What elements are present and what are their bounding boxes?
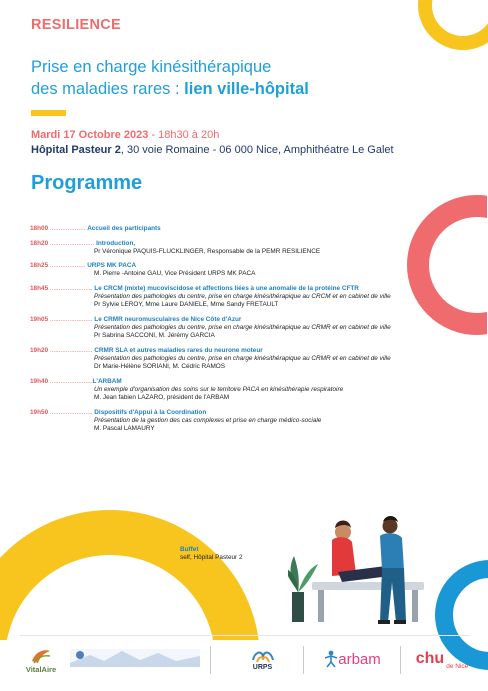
item-dots: ........................ — [48, 377, 93, 385]
item-time: 18h45 — [30, 284, 49, 292]
programme-list — [30, 225, 430, 439]
buffet-title: Buffet — [180, 546, 199, 553]
item-title: Dispositifs d'Appui à la Coordination — [94, 408, 207, 416]
page-title — [31, 56, 309, 100]
urps-logo — [225, 640, 300, 678]
item-title: Le CRMR neuromusculaires de Nice Côte d'Azur — [94, 315, 242, 323]
programme-item — [30, 378, 430, 403]
item-speaker: M. Jean fabien LAZARO, président de l'ARBAM — [94, 394, 230, 402]
event-date: Mardi 17 Octobre 2023 — [31, 129, 149, 141]
urps-logo-text: URPS — [252, 663, 273, 671]
item-speaker: M. Pierre -Antoine GAU, Vice Président URPS MK PACA — [94, 270, 256, 278]
item-dots: ........................ — [48, 315, 95, 323]
item-title: URPS MK PACA — [87, 262, 137, 270]
item-description: Présentation des pathologies du centre, prise en charge kinésithérapique au CRMR et en cabinet de ville — [94, 324, 391, 332]
vitalaire-logo-text: VitalAire — [25, 664, 57, 674]
physiotherapy-illustration — [288, 510, 433, 628]
item-title: Introduction, — [96, 239, 136, 247]
item-speaker: Pr Véronique PAQUIS-FLUCKLINGER, Responsable de la PEMR RESILIENCE — [94, 247, 321, 255]
department-banner-graphic — [70, 647, 200, 669]
buffet-location: self, Hôpital Pasteur 2 — [180, 554, 243, 562]
item-speaker: Pr Sylvie LEROY, Mme Laure DANIELE, Mme Sandy FRETAULT — [94, 301, 279, 309]
decor-yellow-arc-top-right — [418, 0, 488, 50]
item-description: Présentation des pathologies du centre, prise en charge kinésithérapique au CRMR et en cabinet de ville — [94, 354, 391, 362]
programme-item — [30, 409, 430, 434]
item-time: 19h20 — [30, 346, 49, 354]
title-line-2-bold: lien ville-hôpital — [184, 80, 309, 98]
title-underline-bar — [31, 110, 66, 116]
brand-title: RESILIENCE — [31, 17, 122, 33]
item-title: Accueil des participants — [87, 225, 161, 232]
title-line-2 — [31, 78, 309, 100]
item-description: Présentation de la gestion des cas complexes et prise en charge médico-sociale — [94, 416, 322, 424]
arbam-figure-icon — [324, 650, 338, 668]
item-title: CRMR SLA et autres maladies rares du neurone moteur — [94, 346, 263, 354]
title-line-1: Prise en charge kinésithérapique — [31, 58, 272, 76]
item-time: 19h40 — [30, 377, 49, 385]
item-dots: ........................ — [48, 408, 95, 416]
event-venue-name: Hôpital Pasteur 2 — [31, 144, 121, 156]
item-dots: .................... — [48, 262, 88, 270]
item-description: Un exemple d'organisation des soins sur le territoire PACA en kinésithérapie respiratoire — [94, 385, 344, 393]
item-dots: ........................ — [48, 284, 95, 292]
urps-hands-icon — [251, 648, 275, 664]
item-time: 18h25 — [30, 262, 49, 270]
department-banner-logo — [70, 646, 200, 670]
programme-item — [30, 225, 430, 233]
treatment-table — [312, 582, 424, 622]
chu-logo-text: chu — [415, 650, 445, 667]
item-speaker: Dr Marie-Hélène SORIANI, M. Cédric RAMOS — [94, 363, 226, 371]
item-description: Présentation des pathologies du centre, prise en charge kinésithérapique au CRCM et en cabinet de ville — [94, 293, 391, 301]
item-title: L'ARBAM — [92, 377, 122, 385]
item-speaker: M. Pascal LAMAURY — [94, 424, 155, 432]
item-time: 18h20 — [30, 239, 49, 247]
footer-divider — [20, 635, 470, 636]
event-date-line — [31, 129, 219, 141]
chu-logo-subtext: de Nice — [446, 663, 469, 670]
partner-logos — [0, 640, 488, 680]
item-time: 19h50 — [30, 408, 49, 416]
event-venue-line — [31, 144, 394, 156]
vitalaire-logo — [16, 642, 66, 678]
arbam-logo — [310, 644, 395, 674]
logo-separator — [303, 646, 304, 674]
programme-item — [30, 240, 430, 256]
item-title: Le CRCM (mixte) mucoviscidose et affections liées à une anomalie de la protéine CFTR — [94, 284, 359, 292]
item-speaker: Pr Sabrina SACCONI, M. Jérémy GARCIA — [94, 332, 215, 340]
event-time: - 18h30 à 20h — [148, 129, 220, 141]
therapist-figure — [378, 516, 406, 624]
chu-nice-logo — [410, 642, 474, 676]
item-dots: .................... — [48, 225, 88, 232]
programme-item — [30, 285, 430, 310]
title-line-2-prefix: des maladies rares : — [31, 80, 185, 98]
programme-item — [30, 262, 430, 278]
buffet-note — [180, 546, 243, 563]
item-time: 19h05 — [30, 315, 49, 323]
event-venue-address: , 30 voie Romaine - 06 000 Nice, Amphithéatre Le Galet — [120, 144, 394, 156]
logo-separator — [400, 646, 401, 674]
item-dots: ......................... — [48, 239, 97, 247]
vitalaire-swoosh-icon — [30, 647, 52, 665]
programme-heading: Programme — [31, 172, 143, 194]
programme-item — [30, 316, 430, 341]
programme-item — [30, 347, 430, 372]
item-dots: ........................ — [48, 346, 95, 354]
arbam-logo-text: arbam — [338, 650, 381, 668]
item-time: 18h00 — [30, 225, 49, 232]
logo-separator — [210, 646, 211, 674]
